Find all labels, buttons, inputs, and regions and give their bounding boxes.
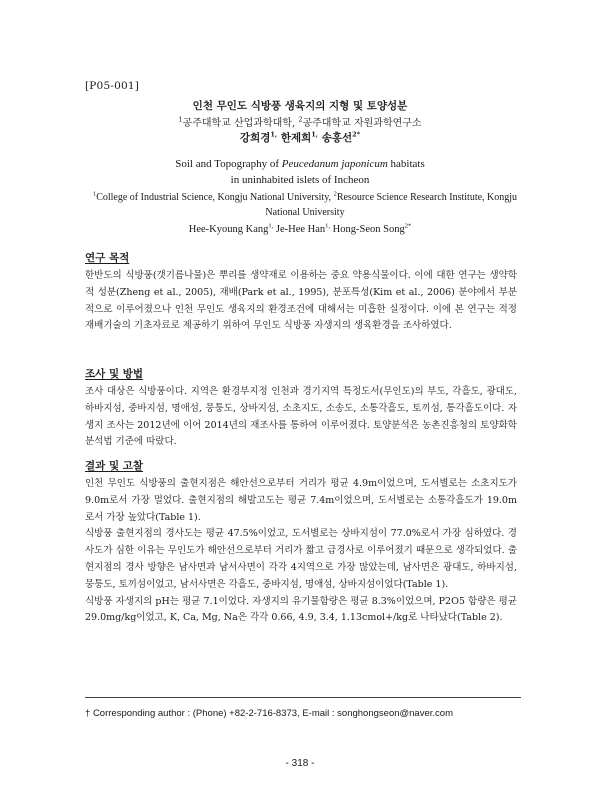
english-title-line2: in uninhabited islets of Incheon (230, 174, 370, 186)
results-paragraph-2: 식방풍 출현지점의 경사도는 평균 47.5%이었고, 도서별로는 상바지섬이 77.0%로서 가장 심하였다. 경사도가 심한 이유는 무인도가 해안선으로부터 거리가 짧고 급경사로 이루어졌기 때문으로 생각되었다. 출현지점의 경사 방향은 남사면과 남서사면이 각각 4지역으로 가장 많았는데, 남사면은 광대도, 하바지섬, 뭉퉁도, 토끼섬이었고, 남서사면은 각흘도, 중바지섬, 명애섬, 상바지섬이었다(Table 1). (85, 528, 517, 590)
korean-affil-2: 공주대학교 자원과학연구소 (302, 118, 422, 129)
abstract-code: [P05-001] (85, 80, 140, 92)
footnote-divider (85, 697, 521, 698)
affil-marker: 1 (92, 190, 97, 198)
english-affil-1: College of Industrial Science, Kongju National University, (96, 192, 334, 203)
section-heading-results: 결과 및 고찰 (85, 460, 144, 472)
korean-title: 인천 무인도 식방풍 생육지의 지형 및 토양성분 (192, 100, 408, 112)
english-title (70, 156, 530, 188)
korean-author-1: 강희경 (239, 132, 271, 144)
english-author-1: Hee-Kyoung Kang (188, 224, 269, 235)
author-marker: 2* (352, 130, 361, 139)
english-author-2: Je-Hee Han (275, 224, 326, 235)
results-paragraph-3: 식방풍 자생지의 pH는 평균 7.1이었다. 자생지의 유기물함량은 평균 8.3%이었으며, P2O5 함량은 평균 29.0mg/kg이었고, K, Ca, Mg, Na은 각각 0.66, 4.9, 3.4, 1.13cmol+/kg로 나타났다(Table 2). (85, 595, 517, 624)
korean-affiliations (70, 114, 530, 129)
results-paragraph-1: 인천 무인도 식방풍의 출현지점은 해안선으로부터 거리가 평균 4.9m이었으며, 도서별로는 소초지도가 9.0m로서 가장 멀었다. 출현지점의 해발고도는 평균 7.4m이었으며, 도서별로는 소통각흘도가 19.0m로서 가장 높았다(Table 1). (85, 478, 517, 523)
corresponding-author-footnote (85, 708, 453, 719)
section-body-purpose: 한반도의 식방풍(갯기름나물)은 뿌리를 생약재로 이용하는 중요 약용식물이다. 이에 대한 연구는 생약학적 성분(Zheng et al., 2005), 재배(Park et al., 1995), 분포특성(Kim et al., 2006) 분야에서 부분적으로 이루어졌으나 인천 무인도 생육지의 환경조건에 대해서는 미흡한 실정이다. 이에 본 연구는 적정재배기술의 기초자료로 제공하기 위하여 무인도 식방풍 자생지의 생육환경을 조사하였다. (85, 270, 517, 332)
korean-affil-1: 공주대학교 산업과학대학, (182, 118, 296, 129)
korean-author-2: 한제희 (280, 132, 312, 144)
english-title-post: habitats (387, 158, 425, 170)
author-marker: 1, (270, 130, 278, 139)
english-title-species: Peucedanum japonicum (281, 158, 388, 170)
section-body-methods: 조사 대상은 식방풍이다. 지역은 환경부지정 인천과 경기지역 특정도서(무인도)의 부도, 각흘도, 광대도, 하바지섬, 중바지섬, 명애섬, 뭉퉁도, 상바지섬, 소초지도, 소송도, 소통각흘도, 토끼섬, 통각흘도이다. 자생지 조사는 2012년에 이어 2014년의 재조사를 통하여 이루어졌다. 토양분석은 농촌진흥청의 토양화학분석법 기준에 따랐다. (85, 386, 517, 448)
dagger-mark: † (85, 708, 91, 719)
english-affiliations (85, 190, 525, 220)
author-marker: 2* (404, 222, 412, 230)
author-marker: 1, (325, 222, 331, 230)
english-author-3: Hong-Seon Song (332, 224, 405, 235)
page-number: - 318 - (285, 758, 315, 769)
section-heading-purpose: 연구 목적 (85, 252, 130, 264)
affil-marker: 2 (333, 190, 337, 198)
affil-marker: 1 (178, 115, 183, 124)
section-body-results (85, 476, 517, 627)
affil-marker: 2 (298, 115, 303, 124)
footnote-text: Corresponding author : (Phone) +82-2-716-8373, E-mail : songhongseon@naver.com (92, 708, 453, 719)
korean-authors (70, 130, 530, 145)
english-authors (70, 224, 530, 235)
korean-author-3: 송홍선 (321, 132, 353, 144)
author-marker: 1, (268, 222, 274, 230)
section-heading-methods: 조사 및 방법 (85, 368, 144, 380)
author-marker: 1, (311, 130, 319, 139)
english-affil-2: Resource Science Research Institute, Kongju National University (265, 192, 518, 218)
english-title-pre: Soil and Topography of (175, 158, 282, 170)
